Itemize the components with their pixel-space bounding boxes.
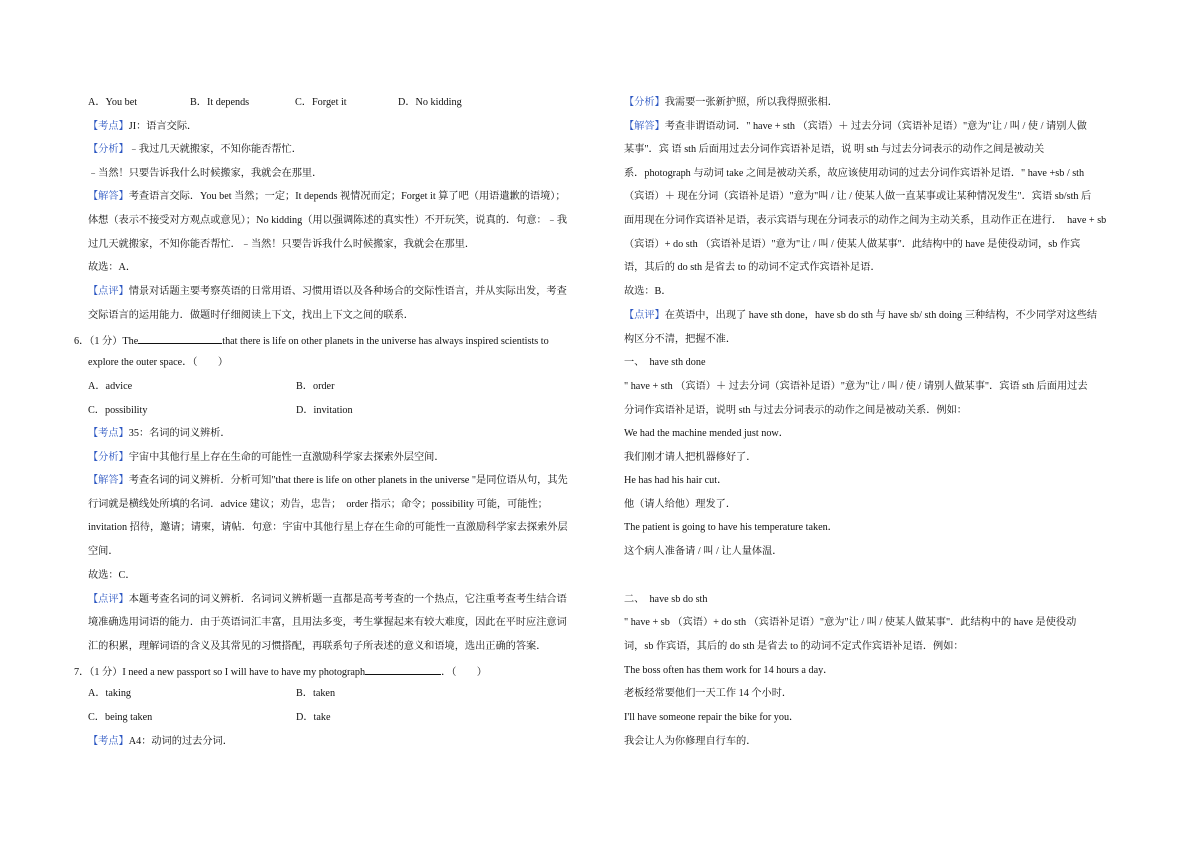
dianping-text: 在英语中，出现了 have sth done，have sb do sth 与 have sb/ sth doing 三种结构，不少同学对这些结 bbox=[664, 310, 1098, 321]
q5-fenxi bbox=[88, 143, 302, 157]
q6-kaodian bbox=[88, 427, 231, 441]
fenxi-tag: 【分析】 bbox=[624, 97, 665, 108]
q5-option-b: B．It depends bbox=[190, 97, 250, 108]
q7-dianping-line2: 构区分不清，把握不准． bbox=[624, 334, 737, 345]
section-1-example-2-en: He has had his hair cut． bbox=[624, 475, 728, 486]
q5-jieda bbox=[88, 190, 566, 204]
q7-option-c: C．being taken bbox=[88, 712, 153, 723]
section-2-example-1-cn: 老板经常要他们一天工作 14 个小时． bbox=[624, 688, 793, 699]
q7-option-a: A．taking bbox=[88, 688, 132, 699]
q6-stem bbox=[74, 333, 549, 349]
section-1-line2: 分词作宾语补足语，说明 sth 与过去分词表示的动作之间是被动关系．例如： bbox=[624, 405, 967, 416]
q6-option-d: D．invitation bbox=[296, 405, 353, 416]
section-1-line1: " have + sth （宾语）＋ 过去分词（宾语补足语）"意为"让 / 叫 / 使 / 请别人做某事"．宾语 sth 后面用过去 bbox=[624, 381, 1088, 392]
q7-jieda bbox=[624, 120, 1087, 134]
q7-jieda-line6: （宾语）+ do sth （宾语补足语）"意为"让 / 叫 / 使某人做某事"．此结构中的 have 是使役动词，sb 作宾 bbox=[624, 239, 1081, 250]
q5-option-d: D．No kidding bbox=[398, 97, 462, 108]
section-2-example-2-cn: 我会让人为你修理自行车的． bbox=[624, 736, 757, 747]
q6-jieda bbox=[88, 474, 568, 488]
section-1-example-2-cn: 他（请人给他）理发了． bbox=[624, 499, 737, 510]
section-1-title: 一、 have sth done bbox=[624, 357, 706, 368]
section-1-example-3-cn: 这个病人准备请 / 叫 / 让人量体温． bbox=[624, 546, 783, 557]
q6-jieda-line4: 空间． bbox=[88, 546, 119, 557]
kaodian-text: A4：动词的过去分词． bbox=[128, 736, 233, 747]
kaodian-tag: 【考点】 bbox=[88, 121, 129, 132]
q7-jieda-line4: （宾语）＋ 现在分词（宾语补足语）"意为"叫 / 让 / 使某人做一直某事或让某种情况发生"．宾语 sb/sth 后 bbox=[624, 191, 1092, 202]
kaodian-tag: 【考点】 bbox=[88, 428, 129, 439]
section-2-example-1-en: The boss often has them work for 14 hours a day． bbox=[624, 665, 834, 676]
section-1-example-1-cn: 我们刚才请人把机器修好了． bbox=[624, 452, 757, 463]
q7-fenxi bbox=[624, 96, 838, 110]
section-2-line1: " have + sb （宾语）+ do sth （宾语补足语）"意为"让 / 叫 / 使某人做某事"．此结构中的 have 是使役动 bbox=[624, 617, 1077, 628]
section-1-example-3-en: The patient is going to have his temperature taken． bbox=[624, 522, 838, 533]
jieda-text: 考查名词的词义辨析．分析可知"that there is life on other planets in the universe "是同位语从句，其先 bbox=[128, 475, 568, 486]
fenxi-tag: 【分析】 bbox=[88, 452, 129, 463]
q6-stem-end: that there is life on other planets in the universe has always inspired scientists to bbox=[222, 336, 549, 347]
fenxi-text: 我需要一张新护照，所以我得照张相． bbox=[664, 97, 838, 108]
q7-dianping bbox=[624, 309, 1097, 323]
q7-jieda-line2: 某事"．宾 语 sth 后面用过去分词作宾语补足语，说 明 sth 与过去分词表示的动作之间是被动关 bbox=[624, 144, 1045, 155]
q5-dianping-line2: 交际语言的运用能力．做题时仔细阅读上下文，找出上下文之间的联系． bbox=[88, 310, 414, 321]
q5-option-a: A．You bet bbox=[88, 97, 138, 108]
q6-option-a: A．advice bbox=[88, 381, 133, 392]
q7-stem-end: ．（ ） bbox=[441, 667, 487, 678]
fenxi-text: ﹣我过几天就搬家，不知你能否帮忙． bbox=[128, 144, 302, 155]
q7-option-b: B．taken bbox=[296, 688, 336, 699]
q5-answer: 故选：A． bbox=[88, 262, 137, 273]
q7-stem-start: 7．（1 分）I need a new passport so I will have to have my photograph bbox=[74, 667, 366, 678]
dianping-tag: 【点评】 bbox=[88, 286, 129, 297]
q5-option-c: C．Forget it bbox=[295, 97, 347, 108]
jieda-tag: 【解答】 bbox=[88, 191, 129, 202]
q7-stem bbox=[74, 664, 487, 680]
q6-dianping-line3: 汇的积累，理解词语的含义及其常见的习惯搭配，再联系句子所表述的意义和语境，选出正确的答案． bbox=[88, 641, 547, 652]
q6-stem-line2: explore the outer space．（ ） bbox=[88, 357, 229, 368]
q5-jieda-line2: 体想（表示不接受对方观点或意见）；No kidding（用以强调陈述的真实性）不开玩笑，说真的．句意：﹣我 bbox=[88, 215, 568, 226]
q6-option-c: C．possibility bbox=[88, 405, 148, 416]
q7-kaodian bbox=[88, 735, 233, 749]
fenxi-tag: 【分析】 bbox=[88, 144, 129, 155]
q6-jieda-line3: invitation 招待，邀请；请柬，请帖．句意：宇宙中其他行星上存在生命的可能性一直激励科学家去探索外层 bbox=[88, 522, 568, 533]
q6-dianping bbox=[88, 593, 567, 607]
dianping-text: 本题考查名词的词义辨析．名词词义辨析题一直都是高考考查的一个热点，它注重考查考生结合语 bbox=[128, 594, 567, 605]
section-2-example-2-en: I'll have someone repair the bike for you． bbox=[624, 712, 800, 723]
q7-jieda-line3: 系．photograph 与动词 take 之间是被动关系，故应该使用动词的过去分词作宾语补足语．" have +sb / sth bbox=[624, 168, 1085, 179]
dianping-tag: 【点评】 bbox=[624, 310, 665, 321]
kaodian-tag: 【考点】 bbox=[88, 736, 129, 747]
jieda-text: 考查语言交际．You bet 当然；一定；It depends 视情况而定；Forget it 算了吧（用语遣歉的语境）； bbox=[128, 191, 566, 202]
q5-dianping bbox=[88, 285, 567, 299]
jieda-text: 考查非谓语动词．" have + sth （宾语）＋ 过去分词（宾语补足语）"意为"让 / 叫 / 使 / 请别人做 bbox=[664, 121, 1087, 132]
kaodian-text: JI：语言交际． bbox=[128, 121, 198, 132]
dianping-text: 情景对话题主要考察英语的日常用语、习惯用语以及各种场合的交际性语言，并从实际出发，考查 bbox=[128, 286, 567, 297]
jieda-tag: 【解答】 bbox=[624, 121, 665, 132]
q5-jieda-line3: 过几天就搬家，不知你能否帮忙．﹣当然！只要告诉我什么时候搬家，我就会在那里． bbox=[88, 239, 476, 250]
q6-answer: 故选：C． bbox=[88, 570, 136, 581]
dianping-tag: 【点评】 bbox=[88, 594, 129, 605]
q7-blank bbox=[365, 664, 441, 675]
q7-answer: 故选：B． bbox=[624, 286, 672, 297]
q5-fenxi-line2: ﹣当然！只要告诉我什么时候搬家，我就会在那里． bbox=[88, 168, 323, 179]
q7-option-d: D．take bbox=[296, 712, 331, 723]
q6-option-b: B．order bbox=[296, 381, 335, 392]
fenxi-text: 宇宙中其他行星上存在生命的可能性一直激励科学家去探索外层空间． bbox=[128, 452, 445, 463]
section-2-line2: 词，sb 作宾语，其后的 do sth 是省去 to 的动词不定式作宾语补足语．例如： bbox=[624, 641, 964, 652]
section-1-example-1-en: We had the machine mended just now． bbox=[624, 428, 789, 439]
q6-dianping-line2: 境准确选用词语的能力．由于英语词汇丰富，且用法多变，考生掌握起来有较大难度，因此在平时应注意词 bbox=[88, 617, 567, 628]
q7-jieda-line5: 面用现在分词作宾语补足语，表示宾语与现在分词表示的动作之间为主动关系，且动作正在进行． have + sb bbox=[624, 215, 1107, 226]
q6-blank bbox=[138, 333, 222, 344]
q5-kaodian bbox=[88, 120, 197, 134]
q6-jieda-line2: 行词就是横线处所填的名词．advice 建议；劝告，忠告； order 指示；命令；possibility 可能，可能性； bbox=[88, 499, 548, 510]
q6-fenxi bbox=[88, 451, 445, 465]
section-2-title: 二、 have sb do sth bbox=[624, 594, 708, 605]
kaodian-text: 35：名词的词义辨析． bbox=[128, 428, 231, 439]
q6-stem-start: 6．（1 分）The bbox=[74, 336, 139, 347]
jieda-tag: 【解答】 bbox=[88, 475, 129, 486]
q7-jieda-line7: 语，其后的 do sth 是省去 to 的动词不定式作宾语补足语． bbox=[624, 262, 881, 273]
